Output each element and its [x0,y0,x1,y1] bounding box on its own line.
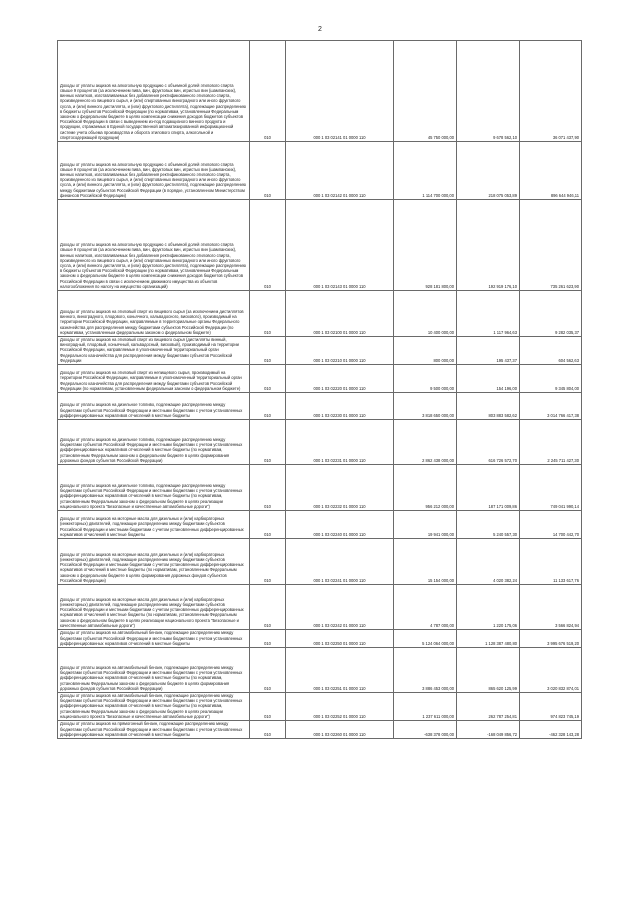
row-rest-cell: 9 345 804,00 [520,365,582,393]
row-plan-cell: -638 378 000,00 [394,721,457,739]
row-code-cell: 010 [250,337,286,365]
table-row [58,539,582,585]
row-name-cell: Доходы от уплаты акцизов на моторные масла для дизельных и (или) карбюраторных (инжекторных) двигателей, подлежащие распределению между бюджетами субъектов Российской Федерации и местными бюджетами с учетом установленных дифференцированных нормативов отчислений в местные бюджеты [58,511,250,539]
row-code-cell: 010 [250,539,286,585]
row-plan-cell: 9 500 000,00 [394,365,457,393]
row-rest-cell: 735 261 623,90 [520,200,582,291]
row-plan-cell: 5 124 064 000,00 [394,630,457,648]
row-rest-cell: 11 133 617,76 [520,539,582,585]
row-kbk-cell: 000 1 03 02260 01 0000 110 [286,721,394,739]
table-row [58,511,582,539]
row-code-cell: 010 [250,420,286,465]
row-rest-cell: 14 700 442,70 [520,511,582,539]
row-rest-cell: 36 071 437,90 [520,41,582,142]
row-exec-cell: 154 196,00 [457,365,520,393]
row-kbk-cell: 000 1 03 02100 01 0000 110 [286,291,394,337]
row-code-cell: 010 [250,291,286,337]
row-exec-cell: 1 128 387 480,80 [457,630,520,648]
table-row [58,693,582,721]
row-rest-cell: 2 245 711 427,30 [520,420,582,465]
row-exec-cell: 218 075 053,89 [457,142,520,200]
table-row [58,648,582,693]
row-exec-cell: 192 919 176,10 [457,200,520,291]
row-rest-cell: 974 823 745,19 [520,693,582,721]
row-name-cell: Доходы от уплаты акцизов на алкогольную продукцию с объемной долей этилового спирта свыше 9 процентов (за исключением пива, вин, фруктовых вин, игристых вин (шампанских), винных напитков, изготавливаемых без добавления ректификованного этилового спирта, произведенного из пищевого сырья, и (или) спиртованных виноградного или иного фруктового сусла, и (или) винного дистиллята, и (или) фруктового дистиллята), подлежащие распределению в бюджеты субъектов Российской Федерации (по нормативам, установленным Федеральным законом о федеральном бюджете в целях компенсации снижения доходов бюджетов субъектов Российской Федерации в связи с исключением движимого имущества из объектов налогообложения по налогу на имущество организаций) [58,200,250,291]
row-plan-cell: 1 237 611 000,00 [394,693,457,721]
row-name-cell: Доходы от уплаты акцизов на моторные масла для дизельных и (или) карбюраторных (инжекторных) двигателей, подлежащие распределению между бюджетами субъектов Российской Федерации и местными бюджетами с учетом установленных дифференцированных нормативов отчислений в местные бюджеты (по нормативам, установленным Федеральным законом о федеральном бюджете в целях реализации национального проекта "Безопасные и качественные автомобильные дороги") [58,585,250,630]
page-number: 2 [318,26,322,33]
table-row [58,337,582,365]
revenue-table [57,40,582,739]
row-kbk-cell: 000 1 03 02241 01 0000 110 [286,539,394,585]
table-row [58,420,582,465]
row-code-cell: 010 [250,721,286,739]
row-exec-cell: -168 049 856,72 [457,721,520,739]
table-row [58,291,582,337]
table-row [58,365,582,393]
row-name-cell: Доходы от уплаты акцизов на прямогонный бензин, подлежащие распределению между бюджетами субъектов Российской Федерации и местными бюджетами с учетом установленных дифференцированных нормативов отчислений в местные бюджеты [58,721,250,739]
row-name-cell: Доходы от уплаты акцизов на этиловый спирт из пищевого сырья (дистилляты винный, виноградный, плодовый, коньячный, кальвадосный, висковый), производимый на территории Российской Федерации, направляемые в уполномоченный территориальный орган Федерального казначейства для распределения между бюджетами субъектов Российской Федерации [58,337,250,365]
table-row [58,200,582,291]
row-code-cell: 010 [250,465,286,511]
row-rest-cell: 3 566 824,94 [520,585,582,630]
row-name-cell: Доходы от уплаты акцизов на дизельное топливо, подлежащие распределению между бюджетами субъектов Российской Федерации и местными бюджетами с учетом установленных дифференцированных нормативов отчислений в местные бюджеты [58,393,250,420]
row-code-cell: 010 [250,630,286,648]
row-code-cell: 010 [250,511,286,539]
table-row [58,630,582,648]
row-plan-cell: 15 154 000,00 [394,539,457,585]
row-exec-cell: 187 171 009,86 [457,465,520,511]
row-plan-cell: 928 181 800,00 [394,200,457,291]
row-exec-cell: 9 678 562,10 [457,41,520,142]
row-kbk-cell: 000 1 03 02142 01 0000 110 [286,142,394,200]
row-plan-cell: 45 750 000,00 [394,41,457,142]
row-kbk-cell: 000 1 03 02250 01 0000 110 [286,630,394,648]
row-exec-cell: 616 726 572,70 [457,420,520,465]
row-code-cell: 010 [250,585,286,630]
row-code-cell: 010 [250,200,286,291]
row-name-cell: Доходы от уплаты акцизов на алкогольную продукцию с объемной долей этилового спирта свыше 9 процентов (за исключением пива, вин, фруктовых вин, игристых вин (шампанских), винных напитков, изготавливаемых без добавления ректификованного этилового спирта, произведенного из пищевого сырья, и (или) спиртованных виноградного или иного фруктового сусла, и (или) винного дистиллята, и (или) фруктового дистиллята), подлежащие распределению между бюджетами субъектов Российской Федерации (в порядке, установленном Министерством финансов Российской Федерации) [58,142,250,200]
row-rest-cell: -462 328 143,28 [520,721,582,739]
row-kbk-cell: 000 1 03 02231 01 0000 110 [286,420,394,465]
row-name-cell: Доходы от уплаты акцизов на автомобильный бензин, подлежащие распределению между бюджетами субъектов Российской Федерации и местными бюджетами с учетом установленных дифференцированных нормативов отчислений в местные бюджеты (по нормативам, установленным Федеральным законом о федеральном бюджете в целях формирования дорожных фондов субъектов Российской Федерации) [58,648,250,693]
row-code-cell: 010 [250,393,286,420]
row-plan-cell: 800 000,00 [394,337,457,365]
row-code-cell: 010 [250,41,286,142]
row-kbk-cell: 000 1 03 02251 01 0000 110 [286,648,394,693]
row-exec-cell: 195 437,37 [457,337,520,365]
row-code-cell: 010 [250,365,286,393]
row-plan-cell: 1 114 700 000,00 [394,142,457,200]
row-kbk-cell: 000 1 03 02141 01 0000 110 [286,41,394,142]
row-name-cell: Доходы от уплаты акцизов на дизельное топливо, подлежащие распределению между бюджетами субъектов Российской Федерации и местными бюджетами с учетом установленных дифференцированных нормативов отчислений в местные бюджеты (по нормативам, установленным Федеральным законом о федеральном бюджете в целях формирования дорожных фондов субъектов Российской Федерации) [58,420,250,465]
row-exec-cell: 803 883 582,62 [457,393,520,420]
row-plan-cell: 10 400 000,00 [394,291,457,337]
row-code-cell: 010 [250,142,286,200]
table-row [58,721,582,739]
row-name-cell: Доходы от уплаты акцизов на этиловый спирт из пищевого сырья (за исключением дистиллятов винного, виноградного, плодового, коньячного, кальвадосного, вискового), производимый на территории Российской Федерации, направляемые в территориальные органы Федерального казначейства для распределения между бюджетами субъектов Российской Федерации (по нормативам, установленным федеральным законом о федеральном бюджете) [58,291,250,337]
row-code-cell: 010 [250,648,286,693]
row-name-cell: Доходы от уплаты акцизов на этиловый спирт из непищевого сырья, производимый на территории Российской Федерации, направляемые в уполномоченный территориальный орган Федерального казначейства для распределения между бюджетами субъектов Российской Федерации (по нормативам, установленным федеральным законом о федеральном бюджете) [58,365,250,393]
row-exec-cell: 262 787 254,81 [457,693,520,721]
row-exec-cell: 1 220 175,06 [457,585,520,630]
row-kbk-cell: 000 1 03 02240 01 0000 110 [286,511,394,539]
row-name-cell: Доходы от уплаты акцизов на автомобильный бензин, подлежащие распределению между бюджетами субъектов Российской Федерации и местными бюджетами с учетом установленных дифференцированных нормативов отчислений в местные бюджеты (по нормативам, установленным Федеральным законом о федеральном бюджете в целях реализации национального проекта "Безопасные и качественные автомобильные дороги") [58,693,250,721]
row-name-cell: Доходы от уплаты акцизов на автомобильный бензин, подлежащие распределению между бюджетами субъектов Российской Федерации и местными бюджетами с учетом установленных дифференцированных нормативов отчислений в местные бюджеты [58,630,250,648]
row-kbk-cell: 000 1 03 02210 01 0000 110 [286,337,394,365]
row-code-cell: 010 [250,693,286,721]
row-kbk-cell: 000 1 03 02230 01 0000 110 [286,393,394,420]
row-plan-cell: 4 787 000,00 [394,585,457,630]
row-plan-cell: 3 818 650 000,00 [394,393,457,420]
row-rest-cell: 604 562,63 [520,337,582,365]
table-row [58,41,582,142]
row-kbk-cell: 000 1 03 02232 01 0000 110 [286,465,394,511]
table-row [58,585,582,630]
row-exec-cell: 5 240 557,30 [457,511,520,539]
table-row [58,465,582,511]
row-name-cell: Доходы от уплаты акцизов на моторные масла для дизельных и (или) карбюраторных (инжекторных) двигателей, подлежащие распределению между бюджетами субъектов Российской Федерации и местными бюджетами с учетом установленных дифференцированных нормативов отчислений в местные бюджеты (по нормативам, установленным Федеральным законом о федеральном бюджете в целях формирования дорожных фондов субъектов Российской Федерации) [58,539,250,585]
row-kbk-cell: 000 1 03 02252 01 0000 110 [286,693,394,721]
row-exec-cell: 1 117 964,63 [457,291,520,337]
row-plan-cell: 2 862 438 000,00 [394,420,457,465]
row-plan-cell: 19 941 000,00 [394,511,457,539]
row-rest-cell: 3 995 676 519,20 [520,630,582,648]
row-kbk-cell: 000 1 03 02143 01 0000 110 [286,200,394,291]
row-rest-cell: 9 282 035,37 [520,291,582,337]
row-kbk-cell: 000 1 03 02220 01 0000 110 [286,365,394,393]
row-exec-cell: 865 620 125,99 [457,648,520,693]
row-name-cell: Доходы от уплаты акцизов на дизельное топливо, подлежащие распределению между бюджетами субъектов Российской Федерации и местными бюджетами с учетом установленных дифференцированных нормативов отчислений в местные бюджеты (по нормативам, установленным Федеральным законом о федеральном бюджете в целях реализации национального проекта "Безопасные и качественные автомобильные дороги") [58,465,250,511]
row-rest-cell: 749 041 990,14 [520,465,582,511]
row-kbk-cell: 000 1 03 02242 01 0000 110 [286,585,394,630]
row-name-cell: Доходы от уплаты акцизов на алкогольную продукцию с объемной долей этилового спирта свыше 9 процентов (за исключением пива, вин, фруктовых вин, игристых вин (шампанских), винных напитков, изготавливаемых без добавления ректификованного этилового спирта, произведенного из пищевого сырья, и (или) спиртованных виноградного или иного фруктового сусла, и (или) винного дистиллята, и (или) фруктового дистиллята), подлежащие распределению в бюджеты субъектов Российской Федерации (по нормативам, установленным Федеральным законом о федеральном бюджете в целях компенсации снижения доходов бюджетов субъектов Российской Федерации в связи с выведением из-под подакцизного винного продукта и продукции, отражаемых в Единой государственной автоматизированной информационной системе учета объема производства и оборота этилового спирта, алкогольной и спиртосодержащей продукции) [58,41,250,142]
row-rest-cell: 3 014 766 417,38 [520,393,582,420]
row-exec-cell: 4 020 382,24 [457,539,520,585]
row-rest-cell: 3 020 832 874,01 [520,648,582,693]
row-plan-cell: 3 886 453 000,00 [394,648,457,693]
row-rest-cell: 896 644 946,11 [520,142,582,200]
table-row [58,142,582,200]
row-plan-cell: 956 212 000,00 [394,465,457,511]
table-row [58,393,582,420]
